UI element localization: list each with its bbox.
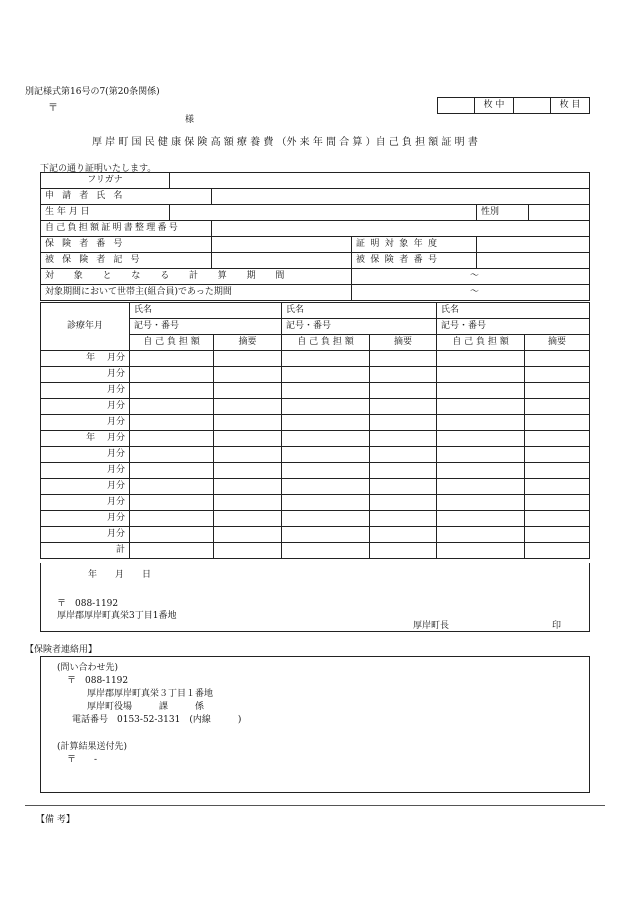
month-label: 月分	[41, 511, 130, 527]
month-label: 月分	[41, 415, 130, 431]
month-row	[41, 399, 590, 415]
month-row	[41, 511, 590, 527]
month-label: 月分	[41, 447, 130, 463]
amount-cell[interactable]	[437, 495, 525, 511]
calc-period-tilde: ～	[470, 271, 480, 281]
amount-cell[interactable]	[282, 447, 370, 463]
amount-cell[interactable]	[437, 399, 525, 415]
insured-symbol-label: 被保険者記号	[41, 253, 212, 269]
amount-cell[interactable]	[130, 383, 214, 399]
person3-name-label: 氏名	[437, 303, 590, 319]
month-row	[41, 479, 590, 495]
memo-cell[interactable]	[370, 399, 437, 415]
memo-cell[interactable]	[214, 495, 282, 511]
month-row	[41, 463, 590, 479]
memo-cell[interactable]	[525, 543, 590, 559]
memo-cell[interactable]	[214, 527, 282, 543]
month-label: 月分	[41, 527, 130, 543]
memo-cell[interactable]	[370, 527, 437, 543]
memo-cell[interactable]	[214, 463, 282, 479]
insurer-number-label: 保険者番号	[41, 237, 212, 253]
amount-cell[interactable]	[130, 463, 214, 479]
cert-number-field[interactable]	[212, 221, 590, 237]
amount-cell[interactable]	[437, 415, 525, 431]
person3-amount-header: 自 己 負 担 額	[437, 335, 525, 351]
document-title: 厚 岸 町 国 民 健 康 保 険 高 額 療 養 費 （外 来 年 間 合 算 ）自 己 負 担 額 証 明 書	[92, 137, 478, 148]
month-label: 月分	[41, 367, 130, 383]
month-row	[41, 367, 590, 383]
intro-text: 下記の通り証明いたします。	[40, 164, 157, 174]
amount-cell[interactable]	[130, 415, 214, 431]
issue-date: 年 月 日	[88, 570, 152, 580]
memo-cell[interactable]	[214, 367, 282, 383]
applicant-name-field[interactable]	[212, 189, 590, 205]
memo-cell[interactable]	[525, 463, 590, 479]
amount-cell[interactable]	[282, 431, 370, 447]
amount-cell[interactable]	[437, 463, 525, 479]
amount-cell[interactable]	[130, 447, 214, 463]
month-label: 年 月分	[41, 351, 130, 367]
month-row	[41, 351, 590, 367]
person1-name-label: 氏名	[130, 303, 282, 319]
total-label: 計	[41, 543, 130, 559]
memo-cell[interactable]	[525, 479, 590, 495]
memo-cell[interactable]	[214, 543, 282, 559]
month-label: 年 月分	[41, 431, 130, 447]
monthly-amount-table	[40, 302, 590, 559]
person3-symbol-label: 記号・番号	[437, 319, 590, 335]
memo-cell[interactable]	[525, 399, 590, 415]
memo-cell[interactable]	[370, 495, 437, 511]
contact-address: 厚岸郡厚岸町真栄３丁目１番地	[87, 689, 214, 699]
month-header: 診療年月	[41, 303, 130, 351]
person2-memo-header: 摘要	[370, 335, 437, 351]
cert-year-field[interactable]	[477, 237, 590, 253]
gender-label: 性別	[477, 205, 529, 221]
memo-cell[interactable]	[525, 351, 590, 367]
memo-cell[interactable]	[370, 511, 437, 527]
amount-cell[interactable]	[130, 431, 214, 447]
amount-cell[interactable]	[437, 447, 525, 463]
amount-cell[interactable]	[282, 383, 370, 399]
memo-cell[interactable]	[525, 447, 590, 463]
household-period-label: 対象期間において世帯主(組合員)であった期間	[41, 285, 352, 301]
birth-date-field[interactable]	[170, 205, 477, 221]
month-row	[41, 495, 590, 511]
page-total-cell[interactable]	[438, 98, 475, 114]
person1-amount-header: 自 己 負 担 額	[130, 335, 214, 351]
page-count-label: 枚 中	[475, 98, 514, 114]
furigana-label: フリガナ	[41, 173, 170, 189]
memo-cell[interactable]	[370, 463, 437, 479]
memo-cell[interactable]	[214, 511, 282, 527]
amount-cell[interactable]	[282, 351, 370, 367]
person1-memo-header: 摘要	[214, 335, 282, 351]
memo-cell[interactable]	[214, 479, 282, 495]
amount-cell[interactable]	[130, 495, 214, 511]
amount-cell[interactable]	[437, 527, 525, 543]
person3-memo-header: 摘要	[525, 335, 590, 351]
form-reference: 別記様式第16号の7(第20条関係)	[25, 87, 160, 97]
contact-postal: 〒 088-1192	[67, 676, 129, 686]
memo-cell[interactable]	[214, 447, 282, 463]
person2-name-label: 氏名	[282, 303, 437, 319]
memo-cell[interactable]	[214, 431, 282, 447]
person2-amount-header: 自 己 負 担 額	[282, 335, 370, 351]
amount-cell[interactable]	[437, 431, 525, 447]
month-label: 月分	[41, 479, 130, 495]
person1-symbol-label: 記号・番号	[130, 319, 282, 335]
memo-cell[interactable]	[370, 447, 437, 463]
page-count-box	[437, 97, 590, 114]
month-row	[41, 383, 590, 399]
calc-period-field[interactable]	[352, 269, 590, 285]
amount-cell[interactable]	[437, 543, 525, 559]
month-row	[41, 527, 590, 543]
birth-date-label: 生 年 月 日	[41, 205, 170, 221]
household-period-field[interactable]	[352, 285, 590, 301]
month-label: 月分	[41, 399, 130, 415]
applicant-name-label: 申請者氏名	[41, 189, 212, 205]
total-row	[41, 543, 590, 559]
household-period-tilde: ～	[470, 287, 480, 297]
month-row	[41, 431, 590, 447]
amount-cell[interactable]	[282, 479, 370, 495]
month-row	[41, 447, 590, 463]
issuer-address: 厚岸郡厚岸町真栄3丁目1番地	[57, 611, 177, 621]
contact-office: 厚岸町役場 課 係	[87, 702, 205, 712]
memo-cell[interactable]	[370, 415, 437, 431]
memo-cell[interactable]	[370, 431, 437, 447]
amount-cell[interactable]	[437, 351, 525, 367]
amount-cell[interactable]	[282, 367, 370, 383]
inquiry-label: (問い合わせ先)	[57, 663, 119, 673]
person2-symbol-label: 記号・番号	[282, 319, 437, 335]
memo-cell[interactable]	[370, 383, 437, 399]
month-label: 月分	[41, 463, 130, 479]
memo-cell[interactable]	[525, 495, 590, 511]
amount-cell[interactable]	[282, 463, 370, 479]
memo-cell[interactable]	[370, 351, 437, 367]
memo-cell[interactable]	[214, 351, 282, 367]
amount-cell[interactable]	[437, 479, 525, 495]
send-to-postal: 〒 -	[67, 755, 98, 765]
memo-cell[interactable]	[525, 527, 590, 543]
mayor-title: 厚岸町長	[413, 621, 450, 631]
month-label: 月分	[41, 383, 130, 399]
cert-number-label: 自己負担額証明書整理番号	[41, 221, 212, 237]
addressee-sama: 様	[185, 115, 195, 125]
amount-cell[interactable]	[130, 511, 214, 527]
furigana-field[interactable]	[170, 173, 590, 189]
amount-cell[interactable]	[437, 383, 525, 399]
memo-cell[interactable]	[370, 367, 437, 383]
postal-mark: 〒	[48, 103, 58, 114]
amount-cell[interactable]	[282, 543, 370, 559]
cert-year-label: 証明対象年度	[352, 237, 477, 253]
send-to-label: (計算結果送付先)	[57, 742, 128, 752]
amount-cell[interactable]	[130, 367, 214, 383]
gender-field[interactable]	[529, 205, 590, 221]
month-label: 月分	[41, 495, 130, 511]
memo-cell[interactable]	[370, 543, 437, 559]
page-current-cell[interactable]	[514, 98, 551, 114]
month-row	[41, 415, 590, 431]
applicant-info-table	[40, 172, 590, 301]
amount-cell[interactable]	[130, 527, 214, 543]
memo-cell[interactable]	[525, 367, 590, 383]
memo-cell[interactable]	[370, 479, 437, 495]
insurer-number-field[interactable]	[212, 237, 352, 253]
page-num-label: 枚 目	[551, 98, 590, 114]
amount-cell[interactable]	[437, 367, 525, 383]
amount-cell[interactable]	[130, 543, 214, 559]
amount-cell[interactable]	[282, 399, 370, 415]
amount-cell[interactable]	[282, 527, 370, 543]
calc-period-label: 対象となる計算期間	[41, 269, 352, 285]
seal-mark: 印	[552, 621, 562, 631]
memo-cell[interactable]	[525, 431, 590, 447]
amount-cell[interactable]	[282, 511, 370, 527]
memo-cell[interactable]	[214, 399, 282, 415]
memo-cell[interactable]	[214, 415, 282, 431]
issuer-postal: 〒 088-1192	[57, 599, 119, 609]
insured-number-label: 被保険者番号	[352, 253, 477, 269]
remarks-divider	[25, 805, 605, 806]
contact-phone: 電話番号 0153-52-3131 (内線 )	[72, 715, 242, 725]
memo-cell[interactable]	[525, 415, 590, 431]
memo-cell[interactable]	[525, 383, 590, 399]
remarks-title: 【備 考】	[36, 815, 75, 825]
amount-cell[interactable]	[282, 415, 370, 431]
amount-cell[interactable]	[130, 479, 214, 495]
memo-cell[interactable]	[525, 511, 590, 527]
amount-cell[interactable]	[437, 511, 525, 527]
amount-cell[interactable]	[282, 495, 370, 511]
memo-cell[interactable]	[214, 383, 282, 399]
insured-symbol-field[interactable]	[212, 253, 352, 269]
amount-cell[interactable]	[130, 351, 214, 367]
amount-cell[interactable]	[130, 399, 214, 415]
contact-section-title: 【保険者連絡用】	[25, 645, 98, 655]
insured-number-field[interactable]	[477, 253, 590, 269]
